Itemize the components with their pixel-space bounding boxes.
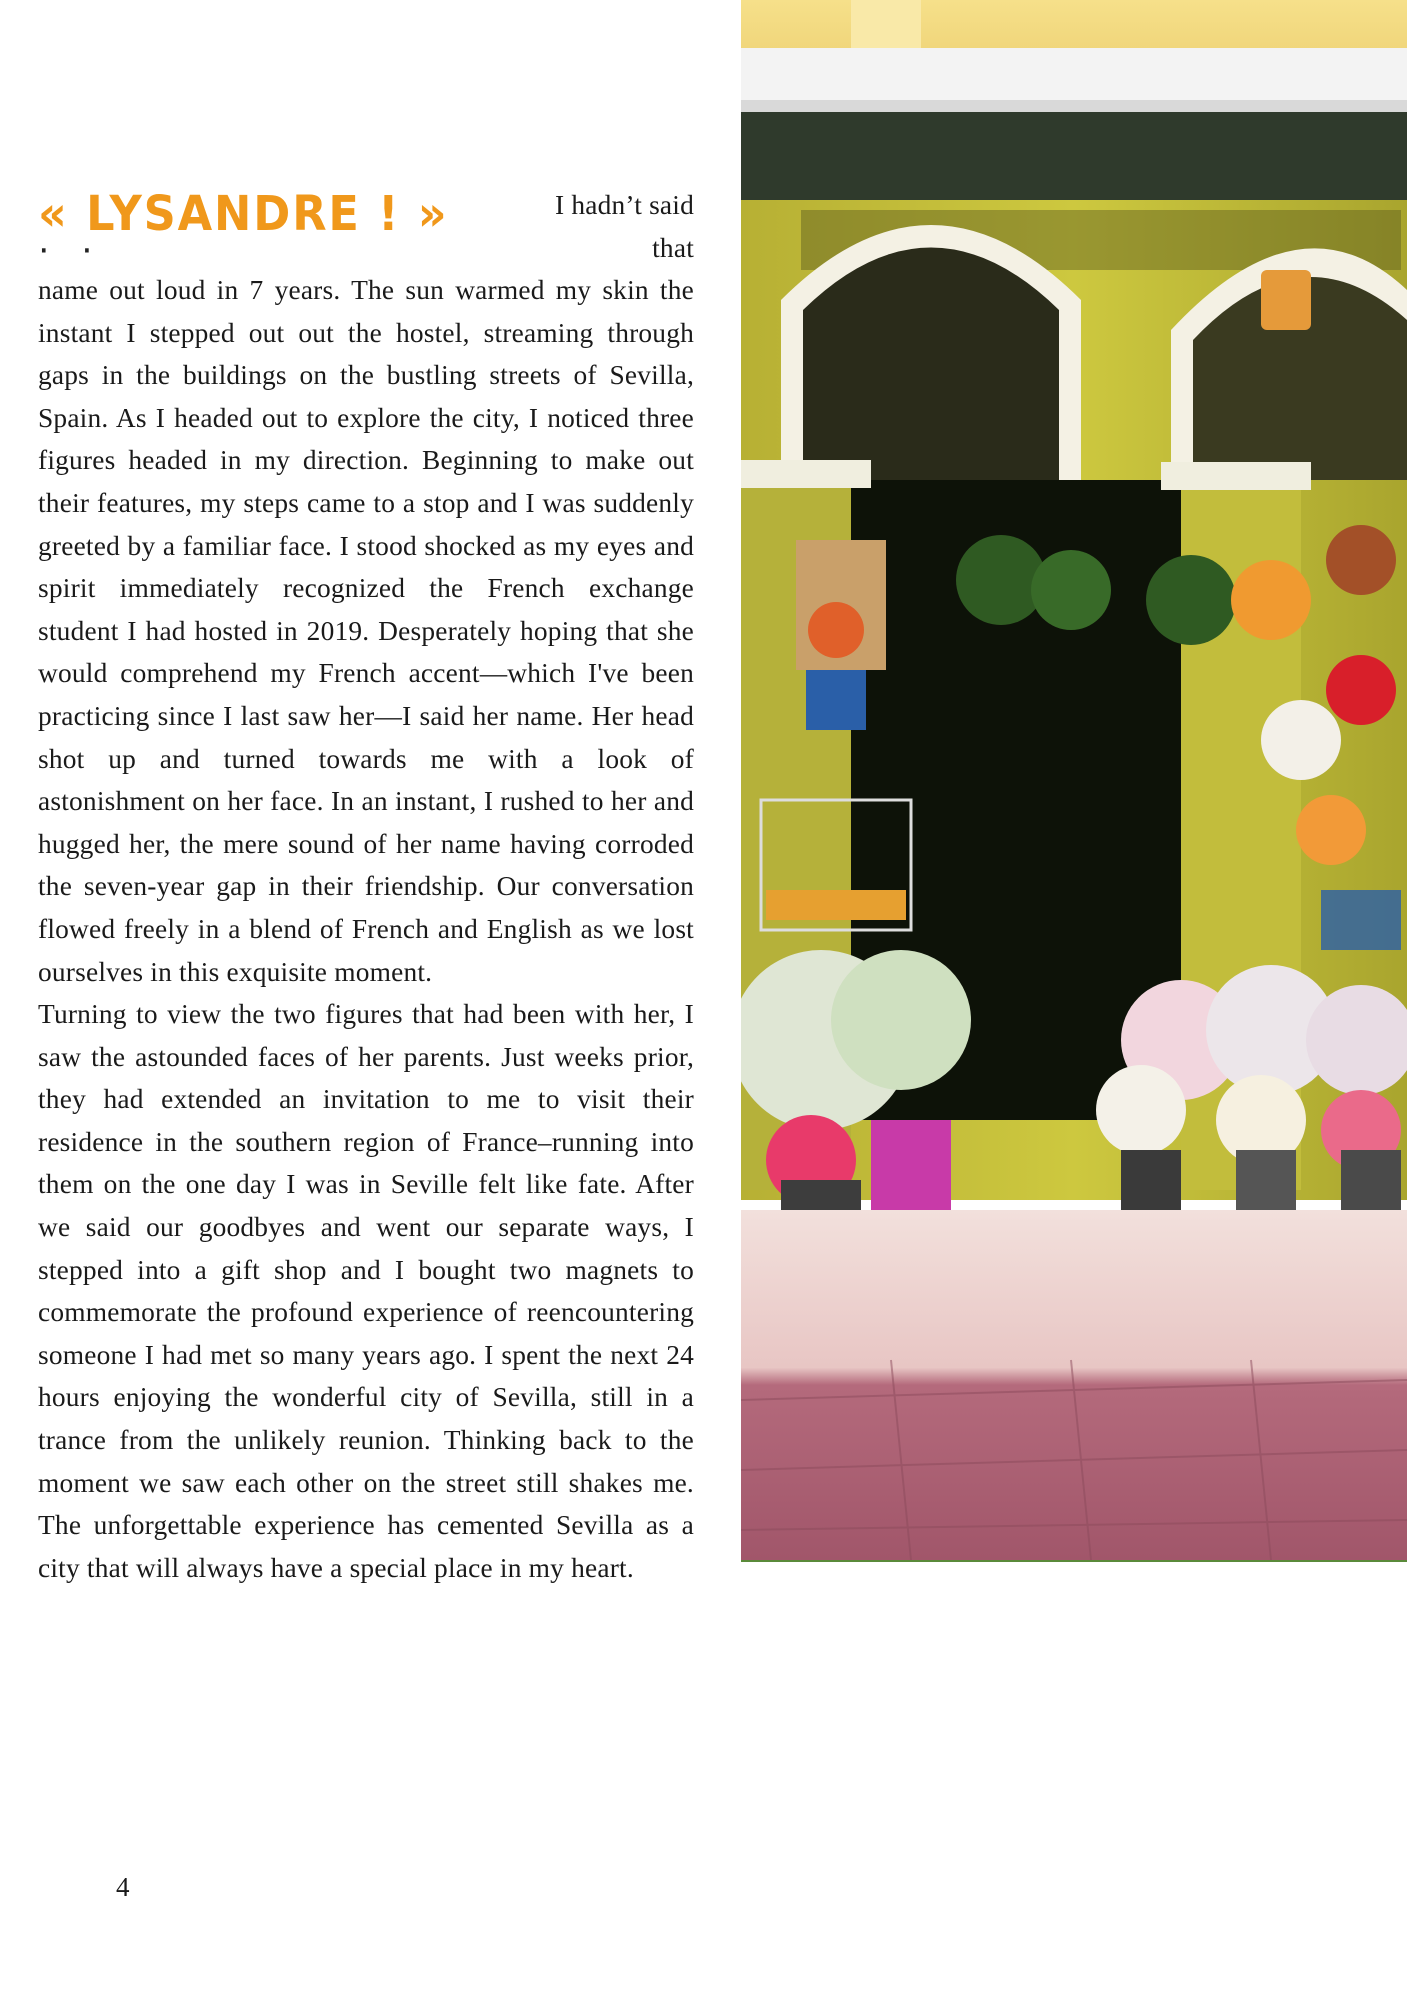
hanging-plant [1146, 555, 1236, 645]
balcony-ledge [741, 48, 1407, 108]
intro-line-1: I hadn’t said [554, 190, 694, 220]
paragraph-1: name out loud in 7 years. The sun warmed my skin the instant I stepped out out the hostel, streaming through gaps in the buildings on the bustling streets of Sevilla, Spain. As I headed out to explore the city, I noticed three figures headed in my direction. Beginning to make out their features, my steps came to a stop and I was suddenly greeted by a familiar face. I stood shocked as my eyes and spirit immediately recognized the French exchange student I had hosted in 2019. Desperately hoping that she would comprehend my French accent—which I've been practicing since I last saw her—I said her name. Her head shot up and turned towards me with a look of astonishment on her face. In an instant, I rushed to her and hugged her, the mere sound of her name having corroded the seven-year gap in their friendship. Our conversation flowed freely in a blend of French and English as we lost ourselves in this exquisite moment. [38, 275, 694, 987]
page-number: 4 [116, 1872, 130, 1902]
arch-left-opening [803, 248, 1059, 481]
article-title [38, 186, 449, 264]
article-title-text: « LYSANDRE ! » [38, 186, 449, 242]
flower-bunch [831, 950, 971, 1090]
pillar-cap-left [741, 460, 871, 488]
pillar-cap-middle [1161, 462, 1311, 490]
flower-bunch [808, 602, 864, 658]
flower-bunch [1326, 655, 1396, 725]
ceramic-vase [1321, 890, 1401, 950]
intro-right-text [484, 184, 694, 269]
intro-line-2: that [652, 232, 694, 263]
title-decoration-dots: ·· [39, 239, 127, 264]
upper-window [851, 0, 921, 50]
rack-items [766, 890, 906, 920]
paragraph-2: Turning to view the two figures that had been with her, I saw the astounded faces of her parents. Just weeks prior, they had extended an invitation to me to visit their residence in the southern region of France–running into them on the one day I was in Seville felt like fate. After we said our goodbyes and went our separate ways, I stepped into a gift shop and I bought two magnets to commemorate the profound experience of reencountering someone I had met so many years ago. I spent the next 24 hours enjoying the wonderful city of Sevilla, still in a trance from the unlikely reunion. Thinking back to the moment we saw each other on the street still shakes me. The unforgettable experience has cemented Sevilla as a city that will always have a special place in my heart. [38, 999, 694, 1583]
hanging-plant [1031, 550, 1111, 630]
article-body [38, 184, 694, 1589]
ceramic-pot [806, 670, 866, 730]
article-heading-row [38, 184, 694, 269]
flower-bucket [1121, 1150, 1181, 1220]
flower-bunch [1296, 795, 1366, 865]
flower-bunch [1096, 1065, 1186, 1155]
flower-bunch [1326, 525, 1396, 595]
flower-bunch [1231, 560, 1311, 640]
flower-bunch [1261, 700, 1341, 780]
flower-shop-photo [741, 0, 1407, 1562]
flower-shop-illustration [741, 0, 1407, 1560]
ledge-shadow [741, 100, 1407, 112]
street-lamp [1261, 270, 1311, 330]
